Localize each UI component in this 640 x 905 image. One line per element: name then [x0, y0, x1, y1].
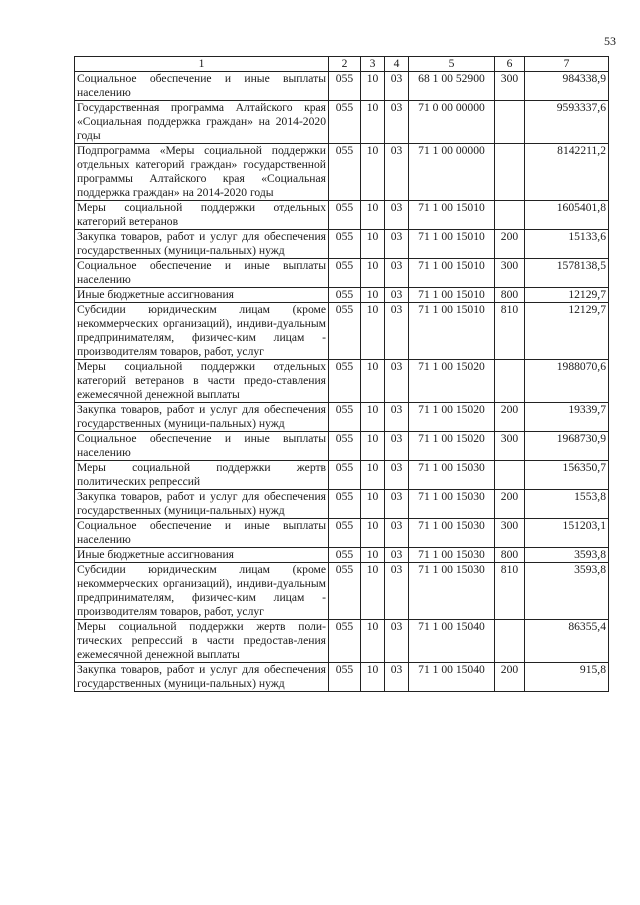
- target-code: 71 1 00 15030: [409, 461, 495, 490]
- ministry-code: 055: [329, 360, 361, 403]
- subsection-code: 03: [385, 563, 409, 620]
- expense-type-code: 200: [495, 403, 525, 432]
- table-row: [75, 303, 609, 360]
- row-name: Государственная программа Алтайского края «Социальная поддержка граждан» на 2014-2020 годы: [75, 101, 329, 144]
- amount: 86355,4: [525, 620, 609, 663]
- amount: 15133,6: [525, 230, 609, 259]
- table-row: [75, 72, 609, 101]
- amount: 1988070,6: [525, 360, 609, 403]
- section-code: 10: [361, 72, 385, 101]
- column-header: 6: [495, 57, 525, 72]
- table-row: [75, 144, 609, 201]
- subsection-code: 03: [385, 144, 409, 201]
- subsection-code: 03: [385, 72, 409, 101]
- subsection-code: 03: [385, 403, 409, 432]
- amount: 156350,7: [525, 461, 609, 490]
- expense-type-code: [495, 201, 525, 230]
- row-name: Закупка товаров, работ и услуг для обеспечения государственных (муници-пальных) нужд: [75, 403, 329, 432]
- table-row: [75, 230, 609, 259]
- ministry-code: 055: [329, 101, 361, 144]
- amount: 9593337,6: [525, 101, 609, 144]
- row-name: Закупка товаров, работ и услуг для обеспечения государственных (муници-пальных) нужд: [75, 230, 329, 259]
- ministry-code: 055: [329, 259, 361, 288]
- expense-type-code: 800: [495, 288, 525, 303]
- expense-type-code: 200: [495, 663, 525, 692]
- amount: 8142211,2: [525, 144, 609, 201]
- expense-type-code: 200: [495, 230, 525, 259]
- row-name: Иные бюджетные ассигнования: [75, 288, 329, 303]
- table-row: [75, 259, 609, 288]
- ministry-code: 055: [329, 461, 361, 490]
- expense-type-code: [495, 620, 525, 663]
- section-code: 10: [361, 101, 385, 144]
- expense-type-code: [495, 101, 525, 144]
- ministry-code: 055: [329, 548, 361, 563]
- row-name: Меры социальной поддержки отдельных категорий ветеранов в части предо-ставления ежемесячной денежной выплаты: [75, 360, 329, 403]
- row-name: Закупка товаров, работ и услуг для обеспечения государственных (муници-пальных) нужд: [75, 490, 329, 519]
- expense-type-code: 200: [495, 490, 525, 519]
- table-row: [75, 403, 609, 432]
- subsection-code: 03: [385, 288, 409, 303]
- target-code: 71 1 00 15010: [409, 303, 495, 360]
- amount: 1605401,8: [525, 201, 609, 230]
- expense-type-code: [495, 461, 525, 490]
- ministry-code: 055: [329, 403, 361, 432]
- table-row: [75, 519, 609, 548]
- row-name: Меры социальной поддержки жертв политических репрессий: [75, 461, 329, 490]
- ministry-code: 055: [329, 144, 361, 201]
- row-name: Подпрограмма «Меры социальной поддержки отдельных категорий граждан» государственной программы Алтайского края «Социальная поддержка граждан» на 2014-2020 годы: [75, 144, 329, 201]
- target-code: 71 1 00 15030: [409, 548, 495, 563]
- expense-type-code: 300: [495, 259, 525, 288]
- column-header: 2: [329, 57, 361, 72]
- target-code: 71 1 00 15040: [409, 663, 495, 692]
- section-code: 10: [361, 563, 385, 620]
- subsection-code: 03: [385, 303, 409, 360]
- table-row: [75, 490, 609, 519]
- subsection-code: 03: [385, 663, 409, 692]
- table-row: [75, 663, 609, 692]
- amount: 1553,8: [525, 490, 609, 519]
- expense-type-code: 300: [495, 72, 525, 101]
- section-code: 10: [361, 490, 385, 519]
- section-code: 10: [361, 620, 385, 663]
- subsection-code: 03: [385, 519, 409, 548]
- row-name: Социальное обеспечение и иные выплаты населению: [75, 72, 329, 101]
- section-code: 10: [361, 288, 385, 303]
- subsection-code: 03: [385, 230, 409, 259]
- target-code: 71 1 00 15020: [409, 360, 495, 403]
- expense-type-code: 800: [495, 548, 525, 563]
- ministry-code: 055: [329, 432, 361, 461]
- page-number: 53: [604, 34, 616, 48]
- target-code: 71 1 00 15030: [409, 519, 495, 548]
- expense-type-code: 300: [495, 432, 525, 461]
- row-name: Социальное обеспечение и иные выплаты населению: [75, 519, 329, 548]
- amount: 3593,8: [525, 548, 609, 563]
- column-number-row: [75, 57, 609, 72]
- table-row: [75, 288, 609, 303]
- row-name: Иные бюджетные ассигнования: [75, 548, 329, 563]
- row-name: Социальное обеспечение и иные выплаты населению: [75, 259, 329, 288]
- section-code: 10: [361, 519, 385, 548]
- section-code: 10: [361, 259, 385, 288]
- amount: 984338,9: [525, 72, 609, 101]
- subsection-code: 03: [385, 201, 409, 230]
- section-code: 10: [361, 144, 385, 201]
- row-name: Закупка товаров, работ и услуг для обеспечения государственных (муници-пальных) нужд: [75, 663, 329, 692]
- target-code: 71 1 00 15020: [409, 432, 495, 461]
- column-header: 5: [409, 57, 495, 72]
- subsection-code: 03: [385, 490, 409, 519]
- ministry-code: 055: [329, 490, 361, 519]
- row-name: Субсидии юридическим лицам (кроме некоммерческих организаций), индиви-дуальным предпринимателям, физичес-ким лицам - производителям товаров, работ, услуг: [75, 303, 329, 360]
- subsection-code: 03: [385, 461, 409, 490]
- table-row: [75, 548, 609, 563]
- row-name: Субсидии юридическим лицам (кроме некоммерческих организаций), индиви-дуальным предпринимателям, физичес-ким лицам - производителям товаров, работ, услуг: [75, 563, 329, 620]
- subsection-code: 03: [385, 259, 409, 288]
- amount: 1578138,5: [525, 259, 609, 288]
- subsection-code: 03: [385, 101, 409, 144]
- target-code: 68 1 00 52900: [409, 72, 495, 101]
- column-header: 1: [75, 57, 329, 72]
- expense-type-code: 810: [495, 563, 525, 620]
- target-code: 71 1 00 15010: [409, 230, 495, 259]
- table-row: [75, 620, 609, 663]
- amount: 915,8: [525, 663, 609, 692]
- amount: 12129,7: [525, 288, 609, 303]
- ministry-code: 055: [329, 201, 361, 230]
- target-code: 71 1 00 15030: [409, 490, 495, 519]
- expense-type-code: 810: [495, 303, 525, 360]
- section-code: 10: [361, 230, 385, 259]
- row-name: Меры социальной поддержки отдельных категорий ветеранов: [75, 201, 329, 230]
- amount: 19339,7: [525, 403, 609, 432]
- expense-type-code: [495, 360, 525, 403]
- table-row: [75, 101, 609, 144]
- budget-table: [74, 56, 609, 692]
- column-header: 3: [361, 57, 385, 72]
- target-code: 71 1 00 00000: [409, 144, 495, 201]
- ministry-code: 055: [329, 620, 361, 663]
- amount: 1968730,9: [525, 432, 609, 461]
- subsection-code: 03: [385, 432, 409, 461]
- section-code: 10: [361, 432, 385, 461]
- table-row: [75, 432, 609, 461]
- section-code: 10: [361, 303, 385, 360]
- section-code: 10: [361, 548, 385, 563]
- section-code: 10: [361, 201, 385, 230]
- section-code: 10: [361, 461, 385, 490]
- ministry-code: 055: [329, 230, 361, 259]
- expense-type-code: [495, 144, 525, 201]
- row-name: Социальное обеспечение и иные выплаты населению: [75, 432, 329, 461]
- ministry-code: 055: [329, 563, 361, 620]
- section-code: 10: [361, 663, 385, 692]
- table-row: [75, 201, 609, 230]
- subsection-code: 03: [385, 360, 409, 403]
- section-code: 10: [361, 403, 385, 432]
- target-code: 71 1 00 15010: [409, 288, 495, 303]
- table-row: [75, 360, 609, 403]
- target-code: 71 0 00 00000: [409, 101, 495, 144]
- target-code: 71 1 00 15030: [409, 563, 495, 620]
- column-header: 7: [525, 57, 609, 72]
- target-code: 71 1 00 15010: [409, 259, 495, 288]
- table-row: [75, 461, 609, 490]
- ministry-code: 055: [329, 663, 361, 692]
- target-code: 71 1 00 15040: [409, 620, 495, 663]
- subsection-code: 03: [385, 548, 409, 563]
- amount: 3593,8: [525, 563, 609, 620]
- ministry-code: 055: [329, 519, 361, 548]
- column-header: 4: [385, 57, 409, 72]
- row-name: Меры социальной поддержки жертв поли-тических репрессий в части предостав-ления ежемесячной денежной выплаты: [75, 620, 329, 663]
- ministry-code: 055: [329, 72, 361, 101]
- amount: 151203,1: [525, 519, 609, 548]
- ministry-code: 055: [329, 288, 361, 303]
- section-code: 10: [361, 360, 385, 403]
- subsection-code: 03: [385, 620, 409, 663]
- target-code: 71 1 00 15010: [409, 201, 495, 230]
- ministry-code: 055: [329, 303, 361, 360]
- target-code: 71 1 00 15020: [409, 403, 495, 432]
- table-row: [75, 563, 609, 620]
- amount: 12129,7: [525, 303, 609, 360]
- expense-type-code: 300: [495, 519, 525, 548]
